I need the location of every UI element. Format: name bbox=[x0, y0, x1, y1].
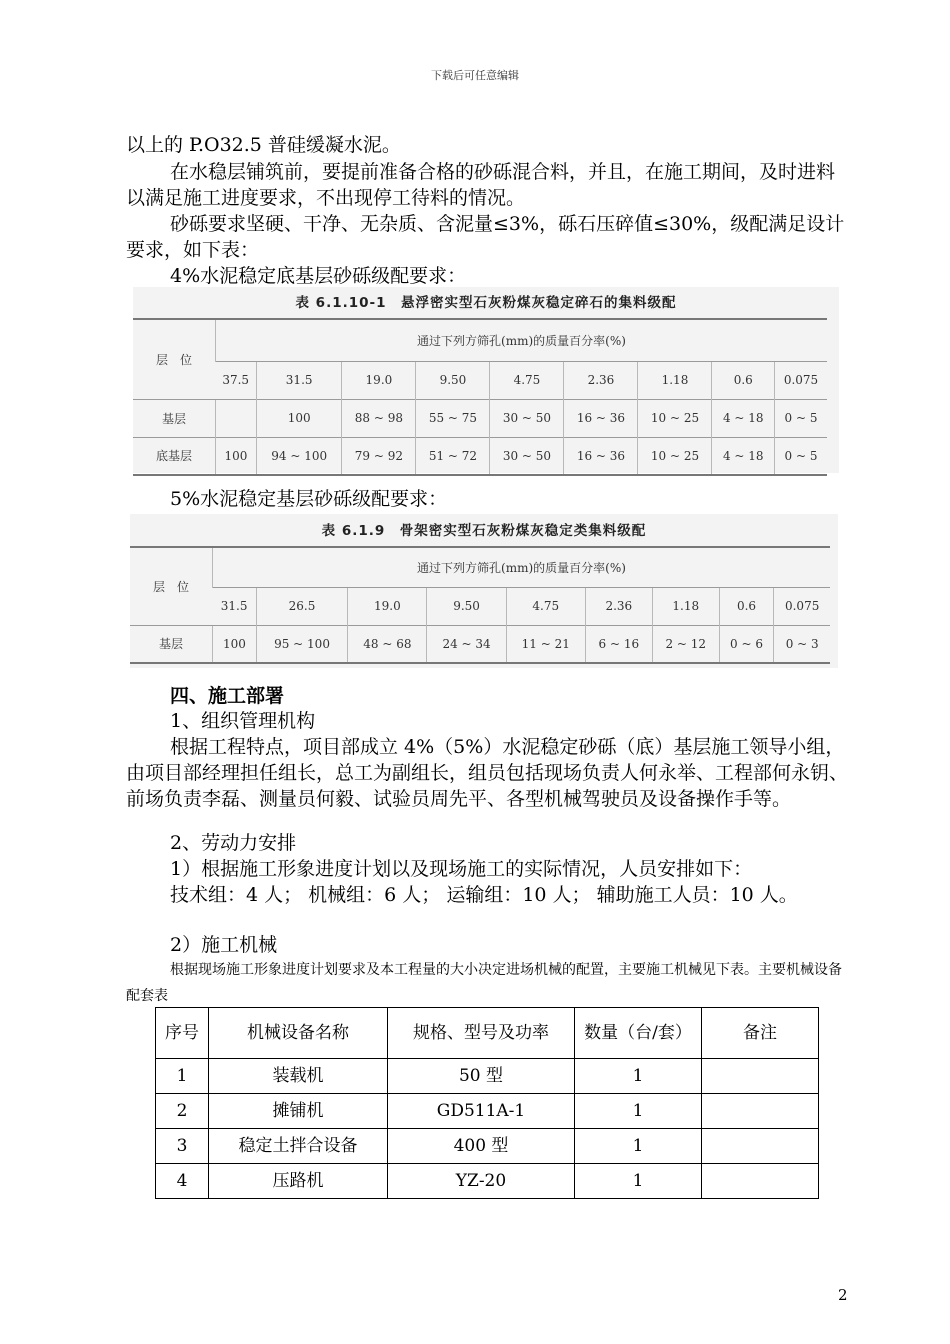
eq-cell: 4 bbox=[156, 1164, 209, 1199]
eq-cell: 压路机 bbox=[209, 1164, 388, 1199]
table1-cell: 4 ~ 18 bbox=[712, 437, 775, 475]
paragraph-org: 根据工程特点，项目部成立 4%（5%）水泥稳定砂砾（底）基层施工领导小组，由项目部经理担任组长，总工为副组长，组员包括现场负责人何永举、工程部何永钥、前场负责李磊、测量员何毅、试验员周先平、各型机械驾驶员及设备操作手等。 bbox=[126, 736, 849, 810]
table1-scan bbox=[133, 287, 839, 473]
eq-cell: 1 bbox=[575, 1129, 702, 1164]
paragraph-labor-groups: 技术组：4 人； 机械组：6 人； 运输组：10 人； 辅助施工人员：10 人。 bbox=[170, 884, 798, 906]
section-heading-4: 四、施工部署 bbox=[170, 685, 285, 707]
table2-cell: 95 ~ 100 bbox=[256, 625, 347, 663]
page-number: 2 bbox=[838, 1286, 848, 1304]
table1-cell: 30 ~ 50 bbox=[490, 399, 564, 437]
eq-cell bbox=[702, 1129, 819, 1164]
table2-cell: 11 ~ 21 bbox=[506, 625, 585, 663]
table2-cell: 48 ~ 68 bbox=[348, 625, 427, 663]
table1-cell: 4 ~ 18 bbox=[712, 399, 775, 437]
eq-header-spec: 规格、型号及功率 bbox=[388, 1008, 575, 1059]
eq-header-name: 机械设备名称 bbox=[209, 1008, 388, 1059]
table1-sieve: 0.6 bbox=[712, 361, 775, 399]
eq-cell: GD511A-1 bbox=[388, 1094, 575, 1129]
eq-cell: 3 bbox=[156, 1129, 209, 1164]
table2-cell: 24 ~ 34 bbox=[427, 625, 506, 663]
table1-cell: 94 ~ 100 bbox=[256, 437, 341, 475]
table1-cell: 100 bbox=[256, 399, 341, 437]
table1-cell: 100 bbox=[216, 437, 257, 475]
eq-header-qty: 数量（台/套） bbox=[575, 1008, 702, 1059]
table-row bbox=[130, 625, 830, 663]
eq-cell: 1 bbox=[156, 1059, 209, 1094]
eq-cell: 400 型 bbox=[388, 1129, 575, 1164]
table1-sieve: 2.36 bbox=[564, 361, 638, 399]
paragraph-gravel-req: 砂砾要求坚硬、干净、无杂质、含泥量≤3%，砾石压碎值≤30%，级配满足设计要求，如下表： bbox=[126, 213, 845, 261]
paragraph-cement: 以上的 P.O32.5 普硅缓凝水泥。 bbox=[126, 134, 401, 156]
paragraph-labor-intro: 1）根据施工形象进度计划以及现场施工的实际情况，人员安排如下： bbox=[170, 858, 753, 880]
table1-cell: 16 ~ 36 bbox=[564, 437, 638, 475]
table1-cell: 0 ~ 5 bbox=[775, 399, 827, 437]
table2-sieve: 0.6 bbox=[719, 587, 774, 625]
table-row bbox=[156, 1164, 819, 1199]
table1-cell: 55 ~ 75 bbox=[416, 399, 490, 437]
eq-header-note: 备注 bbox=[702, 1008, 819, 1059]
subsection-machinery: 2）施工机械 bbox=[170, 934, 278, 956]
table1-row-label: 基层 bbox=[133, 399, 216, 437]
table1-sieve: 37.5 bbox=[216, 361, 257, 399]
eq-cell: YZ-20 bbox=[388, 1164, 575, 1199]
eq-cell bbox=[702, 1164, 819, 1199]
table1-cell: 51 ~ 72 bbox=[416, 437, 490, 475]
table1-sieve: 31.5 bbox=[256, 361, 341, 399]
table1-cell: 79 ~ 92 bbox=[342, 437, 416, 475]
table2-cell: 100 bbox=[213, 625, 257, 663]
table2-grading bbox=[130, 546, 830, 664]
table1-sieve: 4.75 bbox=[490, 361, 564, 399]
table-row bbox=[133, 399, 827, 437]
table-row bbox=[156, 1094, 819, 1129]
table-row bbox=[156, 1059, 819, 1094]
table1-span-header: 通过下列方筛孔(mm)的质量百分率(%) bbox=[216, 319, 828, 361]
table-row bbox=[156, 1129, 819, 1164]
table1-caption: 表 6.1.10-1 悬浮密实型石灰粉煤灰稳定碎石的集料级配 bbox=[295, 295, 677, 311]
table2-col0: 层 位 bbox=[130, 547, 213, 625]
table-row bbox=[133, 437, 827, 475]
table1-col0: 层 位 bbox=[133, 319, 216, 399]
table1-row-label: 底基层 bbox=[133, 437, 216, 475]
table2-sieve: 4.75 bbox=[506, 587, 585, 625]
eq-cell: 装载机 bbox=[209, 1059, 388, 1094]
table2-cell: 0 ~ 3 bbox=[774, 625, 830, 663]
table1-cell: 10 ~ 25 bbox=[638, 437, 712, 475]
eq-cell: 50 型 bbox=[388, 1059, 575, 1094]
subsection-org: 1、组织管理机构 bbox=[170, 710, 316, 732]
table1-sieve: 9.50 bbox=[416, 361, 490, 399]
paragraph-material-prep: 在水稳层铺筑前，要提前准备合格的砂砾混合料，并且，在施工期间，及时进料以满足施工进度要求，不出现停工待料的情况。 bbox=[126, 161, 836, 209]
table2-cell: 6 ~ 16 bbox=[585, 625, 652, 663]
table1-cell: 30 ~ 50 bbox=[490, 437, 564, 475]
eq-cell: 稳定土拌合设备 bbox=[209, 1129, 388, 1164]
table1-grading bbox=[133, 318, 827, 476]
subsection-labor: 2、劳动力安排 bbox=[170, 832, 297, 854]
table1-cell: 88 ~ 98 bbox=[342, 399, 416, 437]
eq-cell: 1 bbox=[575, 1164, 702, 1199]
eq-cell bbox=[702, 1059, 819, 1094]
table2-row-label: 基层 bbox=[130, 625, 213, 663]
table2-sieve: 2.36 bbox=[585, 587, 652, 625]
table1-cell: 16 ~ 36 bbox=[564, 399, 638, 437]
eq-cell: 1 bbox=[575, 1094, 702, 1129]
equipment-table bbox=[155, 1007, 819, 1199]
table2-scan bbox=[130, 514, 838, 668]
eq-cell: 2 bbox=[156, 1094, 209, 1129]
eq-cell: 摊铺机 bbox=[209, 1094, 388, 1129]
table2-cell: 0 ~ 6 bbox=[719, 625, 774, 663]
table1-sieve: 19.0 bbox=[342, 361, 416, 399]
paragraph-machinery: 根据现场施工形象进度计划要求及本工程量的大小决定进场机械的配置，主要施工机械见下表。主要机械设备配套表 bbox=[126, 962, 842, 1004]
table2-sieve: 9.50 bbox=[427, 587, 506, 625]
paragraph-table2-intro: 5%水泥稳定基层砂砾级配要求： bbox=[170, 488, 448, 510]
table2-sieve: 1.18 bbox=[652, 587, 719, 625]
table1-sieve: 0.075 bbox=[775, 361, 827, 399]
table2-sieve: 31.5 bbox=[213, 587, 257, 625]
eq-header-no: 序号 bbox=[156, 1008, 209, 1059]
table1-cell bbox=[216, 399, 257, 437]
page-header: 下载后可任意编辑 bbox=[431, 69, 519, 82]
table1-cell: 0 ~ 5 bbox=[775, 437, 827, 475]
table2-sieve: 26.5 bbox=[256, 587, 347, 625]
eq-cell: 1 bbox=[575, 1059, 702, 1094]
table2-cell: 2 ~ 12 bbox=[652, 625, 719, 663]
table2-sieve: 19.0 bbox=[348, 587, 427, 625]
table2-sieve: 0.075 bbox=[774, 587, 830, 625]
eq-cell bbox=[702, 1094, 819, 1129]
table2-caption: 表 6.1.9 骨架密实型石灰粉煤灰稳定类集料级配 bbox=[321, 523, 647, 539]
table1-sieve: 1.18 bbox=[638, 361, 712, 399]
table1-cell: 10 ~ 25 bbox=[638, 399, 712, 437]
paragraph-table1-intro: 4%水泥稳定底基层砂砾级配要求： bbox=[170, 265, 467, 287]
table2-span-header: 通过下列方筛孔(mm)的质量百分率(%) bbox=[213, 547, 831, 587]
